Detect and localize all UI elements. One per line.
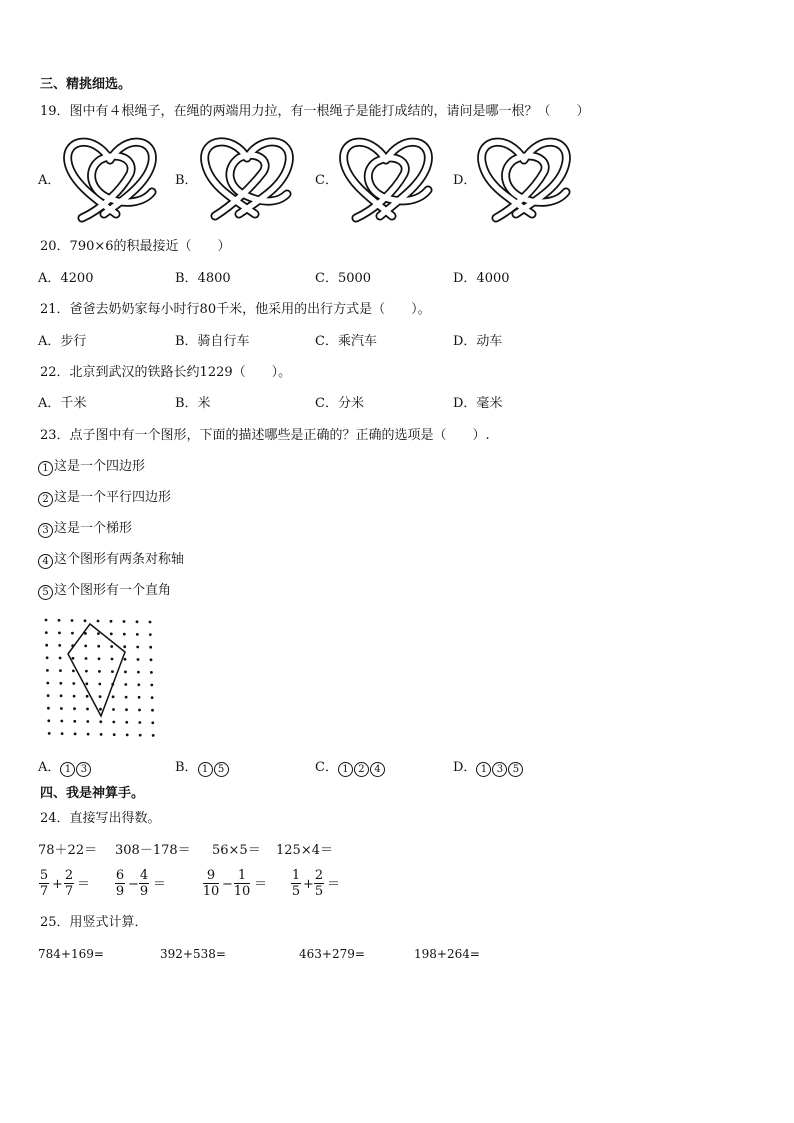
grid-dot xyxy=(74,733,77,736)
grid-dot xyxy=(98,683,101,686)
grid-dot xyxy=(58,619,61,622)
circled-number: 1 xyxy=(38,461,53,476)
q21-option-b[interactable]: B．骑自行车 xyxy=(175,334,250,349)
grid-dot xyxy=(84,619,87,622)
q19-option-a[interactable]: A． xyxy=(38,173,61,188)
grid-dot xyxy=(123,645,126,648)
grid-dot xyxy=(72,682,75,685)
grid-dot xyxy=(73,720,76,723)
grid-dot xyxy=(150,658,153,661)
grid-dot xyxy=(97,620,100,623)
grid-dot xyxy=(86,720,89,723)
grid-dot xyxy=(60,694,63,697)
grid-dot xyxy=(71,632,74,635)
fraction: 4 9 xyxy=(139,868,149,899)
calc-item: 125×4＝ xyxy=(276,843,333,858)
fraction: 5 7 xyxy=(39,868,49,899)
grid-dot xyxy=(137,683,140,686)
grid-dot xyxy=(45,644,48,647)
grid-dot xyxy=(150,684,153,687)
grid-dot xyxy=(111,670,114,673)
grid-dot xyxy=(47,719,50,722)
grid-dot xyxy=(46,669,49,672)
grid-dot xyxy=(138,709,141,712)
grid-dot xyxy=(137,671,140,674)
grid-dot xyxy=(112,708,115,711)
q23-option-b[interactable]: B． 1 5 xyxy=(175,760,230,777)
grid-dot xyxy=(87,733,90,736)
calc-item: 78＋22＝ xyxy=(38,843,98,858)
grid-dot xyxy=(149,621,152,624)
grid-dot xyxy=(99,720,102,723)
grid-dot xyxy=(124,683,127,686)
grid-dot xyxy=(58,632,61,635)
grid-dot xyxy=(97,645,100,648)
grid-dot xyxy=(125,708,128,711)
grid-dot xyxy=(112,695,115,698)
grid-dot xyxy=(136,633,139,636)
knot-image-a xyxy=(60,132,160,226)
knot-image-d xyxy=(474,132,574,226)
q23-statement-2: 2 这是一个平行四边形 xyxy=(38,490,171,507)
grid-dot xyxy=(100,733,103,736)
kite-shape xyxy=(68,624,125,716)
grid-dot xyxy=(111,658,114,661)
vertical-calc-item: 392+538= xyxy=(160,947,226,961)
grid-dot xyxy=(99,708,102,711)
circled-number: 5 xyxy=(38,585,53,600)
fraction: 2 7 xyxy=(64,868,74,899)
question-25: 25．用竖式计算． xyxy=(40,915,148,930)
grid-dot xyxy=(110,633,113,636)
grid-dot xyxy=(45,619,48,622)
grid-dot xyxy=(139,734,142,737)
grid-dot xyxy=(123,620,126,623)
q19-option-c[interactable]: C． xyxy=(315,173,338,188)
grid-dot xyxy=(85,670,88,673)
grid-dot xyxy=(97,632,100,635)
question-23: 23．点子图中有一个图形，下面的描述哪些是正确的？正确的选项是（ ）. xyxy=(40,428,490,443)
grid-dot xyxy=(150,671,153,674)
grid-dot xyxy=(85,682,88,685)
fraction: 9 10 xyxy=(202,868,220,899)
knot-image-b xyxy=(197,132,297,226)
grid-dot xyxy=(72,657,75,660)
grid-dot xyxy=(136,646,139,649)
q19-option-b[interactable]: B． xyxy=(175,173,198,188)
grid-dot xyxy=(48,732,51,735)
q19-option-d[interactable]: D． xyxy=(453,173,477,188)
grid-dot xyxy=(47,707,50,710)
grid-dot xyxy=(125,721,128,724)
circled-number: 4 xyxy=(38,554,53,569)
q23-statement-1: 1 这是一个四边形 xyxy=(38,459,145,476)
circled-number: 3 xyxy=(38,523,53,538)
grid-dot xyxy=(137,658,140,661)
calc-item: 56×5＝ xyxy=(212,843,261,858)
q23-statement-3: 3 这是一个梯形 xyxy=(38,521,132,538)
grid-dot xyxy=(45,631,48,634)
grid-dot xyxy=(98,657,101,660)
grid-dot xyxy=(46,656,49,659)
grid-dot xyxy=(73,695,76,698)
fraction: 6 9 xyxy=(115,868,125,899)
grid-dot xyxy=(60,720,63,723)
grid-dot xyxy=(59,657,62,660)
q21-option-d[interactable]: D．动车 xyxy=(453,334,503,349)
grid-dot xyxy=(149,646,152,649)
section-title: 三、精挑细选。 xyxy=(40,77,132,92)
grid-dot xyxy=(86,695,89,698)
grid-dot xyxy=(60,707,63,710)
grid-dot xyxy=(126,734,129,737)
grid-dot xyxy=(152,734,155,737)
grid-dot xyxy=(124,658,127,661)
grid-dot xyxy=(124,671,127,674)
grid-dot xyxy=(59,682,62,685)
grid-dot xyxy=(84,645,87,648)
q20-option-b[interactable]: B．4800 xyxy=(175,271,231,286)
grid-dot xyxy=(98,670,101,673)
vertical-calc-item: 784+169= xyxy=(38,947,104,961)
calc-item: 308－178＝ xyxy=(115,843,191,858)
q22-option-a[interactable]: A．千米 xyxy=(38,396,87,411)
grid-dot xyxy=(72,670,75,673)
grid-dot xyxy=(110,620,113,623)
grid-dot xyxy=(151,709,154,712)
grid-dot xyxy=(138,721,141,724)
fraction: 1 10 xyxy=(233,868,251,899)
q20-option-c[interactable]: C．5000 xyxy=(315,271,372,286)
grid-dot xyxy=(99,695,102,698)
grid-dot xyxy=(123,633,126,636)
dot-grid xyxy=(45,619,155,737)
q22-option-c[interactable]: C．分米 xyxy=(315,396,364,411)
grid-dot xyxy=(58,644,61,647)
question-21: 21．爸爸去奶奶家每小时行80千米，他采用的出行方式是（ ）。 xyxy=(40,302,431,317)
question-24: 24．直接写出得数。 xyxy=(40,811,161,826)
q23-option-a[interactable]: A． 1 3 xyxy=(38,760,92,777)
question-20: 20．790×6的积最接近（ ） xyxy=(40,239,231,254)
grid-dot xyxy=(61,732,64,735)
q21-option-c[interactable]: C．乘汽车 xyxy=(315,334,377,349)
vertical-calc-item: 463+279= xyxy=(299,947,365,961)
grid-dot xyxy=(46,682,49,685)
q23-option-c[interactable]: C． 1 2 4 xyxy=(315,760,386,777)
grid-dot xyxy=(73,707,76,710)
knot-image-c xyxy=(336,132,436,226)
question-22: 22．北京到武汉的铁路长约1229（ ）。 xyxy=(40,365,292,380)
grid-dot xyxy=(86,708,89,711)
vertical-calc-item: 198+264= xyxy=(414,947,480,961)
grid-dot xyxy=(136,620,139,623)
q20-option-a[interactable]: A．4200 xyxy=(38,271,94,286)
q23-option-d[interactable]: D． 1 3 5 xyxy=(453,760,524,777)
dot-grid-figure xyxy=(38,614,160,742)
q21-option-a[interactable]: A．步行 xyxy=(38,334,87,349)
fraction: 1 5 xyxy=(291,868,301,899)
fraction: 2 5 xyxy=(314,868,324,899)
grid-dot xyxy=(112,721,115,724)
grid-dot xyxy=(113,733,116,736)
q22-option-b[interactable]: B．米 xyxy=(175,396,211,411)
grid-dot xyxy=(71,619,74,622)
grid-dot xyxy=(59,669,62,672)
grid-dot xyxy=(125,696,128,699)
grid-dot xyxy=(151,696,154,699)
grid-dot xyxy=(47,694,50,697)
grid-dot xyxy=(85,657,88,660)
grid-dot xyxy=(110,645,113,648)
grid-dot xyxy=(149,633,152,636)
section-title: 四、我是神算手。 xyxy=(40,786,145,801)
q20-option-d[interactable]: D．4000 xyxy=(453,271,510,286)
grid-dot xyxy=(151,721,154,724)
grid-dot xyxy=(138,696,141,699)
question-19: 19．图中有４根绳子，在绳的两端用力拉，有一根绳子是能打成结的，请问是哪一根？（ ） xyxy=(40,104,590,119)
q22-option-d[interactable]: D．毫米 xyxy=(453,396,503,411)
circled-number: 2 xyxy=(38,492,53,507)
q23-statement-4: 4 这个图形有两条对称轴 xyxy=(38,552,184,569)
q23-statement-5: 5 这个图形有一个直角 xyxy=(38,583,171,600)
